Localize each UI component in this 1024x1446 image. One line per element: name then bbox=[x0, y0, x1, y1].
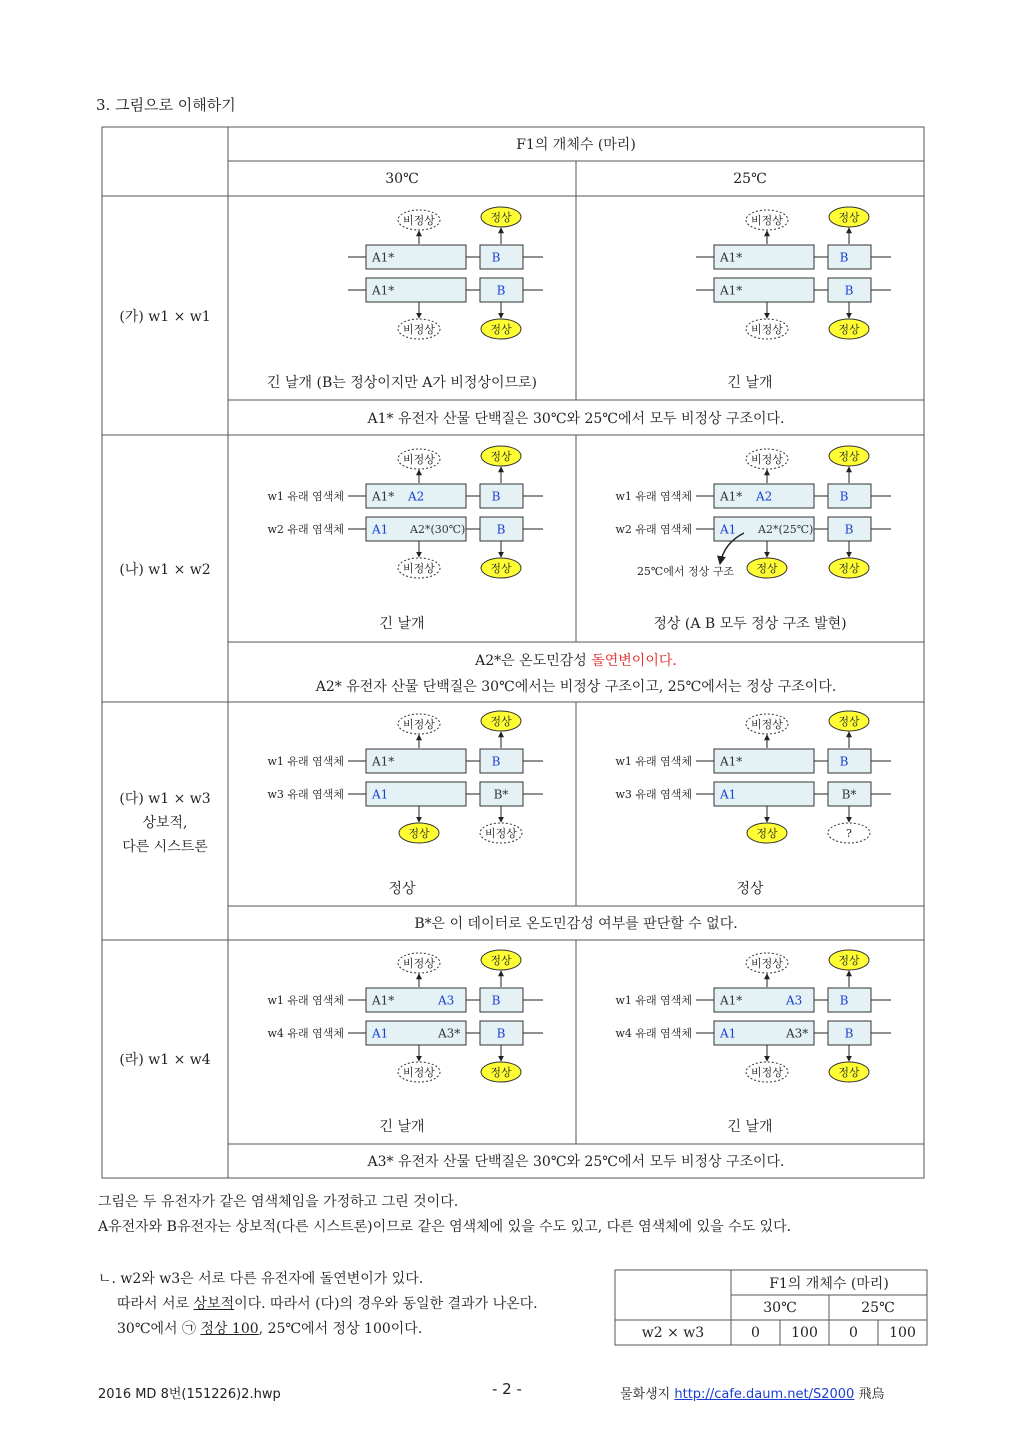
section-title: 3. 그림으로 이해하기 bbox=[96, 96, 236, 114]
block-2-col-1-gene-b-bottom-oval-label: ? bbox=[846, 827, 852, 840]
block-3-col-1-gene-b-bottom-oval-label: 정상 bbox=[838, 1066, 860, 1079]
paragraph-3: ㄴ. w2와 w3은 서로 다른 유전자에 돌연변이가 있다. bbox=[98, 1271, 424, 1287]
note-na-highlight: 돌연변이이다. bbox=[591, 653, 677, 669]
footer-source bbox=[620, 1383, 884, 1402]
block-0-col-1-chrom-1-b: B bbox=[839, 250, 849, 265]
block-1-col-0-chrom-1-name: w1 유래 염색체 bbox=[267, 490, 344, 503]
block-1-col-1-chrom-2-b: B bbox=[844, 522, 854, 537]
note-na-line2: A2* 유전자 산물 단백질은 30℃에서는 비정상 구조이고, 25℃에서는 정상 구조이다. bbox=[315, 679, 837, 695]
block-2-col-0-gene-b-bottom-oval-label: 비정상 bbox=[485, 827, 517, 840]
block-0-col-1-gene-b-bottom-oval-label: 정상 bbox=[838, 323, 860, 336]
block-1-col-1-gene-b-bottom-oval-label: 정상 bbox=[838, 562, 860, 575]
result-ga-25: 긴 날개 bbox=[727, 375, 773, 391]
p4-text-c: 이다. 따라서 (다)의 경우와 동일한 결과가 나온다. bbox=[234, 1296, 538, 1312]
block-2-col-1-gene-a-top-oval-label: 비정상 bbox=[751, 718, 783, 731]
block-3-col-0-chrom-1-b: B bbox=[491, 993, 501, 1008]
block-3-col-1-chrom-2-a1: A1 bbox=[720, 1026, 737, 1041]
block-3-col-0-gene-a-top-oval-label: 비정상 bbox=[403, 957, 435, 970]
result-ra-25: 긴 날개 bbox=[727, 1119, 773, 1135]
block-1-col-1-chrom-1-a2: A2 bbox=[756, 489, 773, 504]
footer-url-link[interactable]: http://cafe.daum.net/S2000 bbox=[674, 1387, 855, 1402]
small-table-cell: 0 bbox=[849, 1324, 858, 1341]
small-table-col-30: 30℃ bbox=[763, 1299, 797, 1316]
block-3-col-0-chrom-2-name: w4 유래 염색체 bbox=[267, 1027, 344, 1040]
block-1-col-0-chrom-1-a1s: A1* bbox=[372, 489, 395, 504]
row-label-da-line1: (다) w1 × w3 bbox=[119, 791, 211, 807]
block-0-col-1-gene-a-top-oval-label: 비정상 bbox=[751, 214, 783, 227]
block-1-col-1-gene-a-bottom-oval-label: 정상 bbox=[756, 562, 778, 575]
block-2-col-0-chrom-2-b: B* bbox=[493, 787, 509, 802]
block-3-col-1-chrom-1-b: B bbox=[839, 993, 849, 1008]
note-na-text: A2*은 온도민감성 bbox=[475, 653, 592, 669]
block-0-col-0-gene-a-top-oval-label: 비정상 bbox=[403, 214, 435, 227]
block-1-col-1-gene-b-top-oval-label: 정상 bbox=[838, 450, 860, 463]
p5-underlined: 정상 100 bbox=[200, 1321, 259, 1337]
footer-page-number: - 2 - bbox=[492, 1380, 522, 1398]
block-0-col-0-chrom-1-b: B bbox=[491, 250, 501, 265]
block-3-col-1-gene-a-bottom-oval-label: 비정상 bbox=[751, 1066, 783, 1079]
result-da-25: 정상 bbox=[736, 881, 764, 897]
block-0-col-0-chrom-2-a1s: A1* bbox=[372, 283, 395, 298]
block-3-col-1-chrom-1-a1s: A1* bbox=[720, 993, 743, 1008]
block-3-col-0-chrom-1-a1s: A1* bbox=[372, 993, 395, 1008]
block-3-col-0-chrom-2-b: B bbox=[496, 1026, 506, 1041]
block-0-col-1-gene-a-bottom-oval-label: 비정상 bbox=[751, 323, 783, 336]
block-2-col-0-gene-a-top-oval-label: 비정상 bbox=[403, 718, 435, 731]
block-2-col-0-chrom-2-name: w3 유래 염색체 bbox=[267, 788, 344, 801]
block-3-col-1-chrom-2-a3s: A3* bbox=[786, 1026, 809, 1041]
block-2-col-1-chrom-1-name: w1 유래 염색체 bbox=[615, 755, 692, 768]
block-0-col-1-chrom-1-a1s: A1* bbox=[720, 250, 743, 265]
block-1-col-0-gene-b-bottom-oval-label: 정상 bbox=[490, 562, 512, 575]
small-table-cell: 100 bbox=[889, 1324, 916, 1341]
block-2-col-1-chrom-2-b: B* bbox=[841, 787, 857, 802]
block-1-col-1-chrom-1-b: B bbox=[839, 489, 849, 504]
result-ga-30: 긴 날개 (B는 정상이지만 A가 비정상이므로) bbox=[267, 375, 537, 391]
block-1-col-1-chrom-2-a1: A1 bbox=[720, 522, 737, 537]
block-1-col-0-chrom-2-a1: A1 bbox=[372, 522, 389, 537]
small-table-row-label: w2 × w3 bbox=[641, 1324, 705, 1341]
block-0-col-0-gene-b-bottom-oval-label: 정상 bbox=[490, 323, 512, 336]
p4-underlined: 상보적 bbox=[193, 1296, 235, 1312]
block-3-col-1-chrom-1-a3: A3 bbox=[786, 993, 803, 1008]
block-2-col-1-gene-a-bottom-oval-label: 정상 bbox=[756, 827, 778, 840]
row-label-da-line2: 상보적, bbox=[142, 815, 188, 831]
block-0-col-1-gene-b-top-oval-label: 정상 bbox=[838, 211, 860, 224]
block-1-col-1-normal-at-25-label: 25℃에서 정상 구조 bbox=[636, 565, 734, 578]
block-0-col-0-chrom-1-a1s: A1* bbox=[372, 250, 395, 265]
row-label-da-line3: 다른 시스트론 bbox=[122, 839, 208, 855]
result-ra-30: 긴 날개 bbox=[379, 1119, 425, 1135]
block-3-col-0-gene-b-top-oval-label: 정상 bbox=[490, 954, 512, 967]
block-1-col-0-chrom-2-name: w2 유래 염색체 bbox=[267, 523, 344, 536]
block-1-col-0-gene-a-top-oval-label: 비정상 bbox=[403, 453, 435, 466]
note-ga: A1* 유전자 산물 단백질은 30℃와 25℃에서 모두 비정상 구조이다. bbox=[367, 410, 785, 427]
block-2-col-1-chrom-2-a1: A1 bbox=[720, 787, 737, 802]
block-1-col-1-chrom-1-a1s: A1* bbox=[720, 489, 743, 504]
block-1-col-0-chrom-1-a2: A2 bbox=[408, 489, 425, 504]
block-3-col-0-chrom-1-a3: A3 bbox=[438, 993, 455, 1008]
block-0-col-1-chrom-2-a1s: A1* bbox=[720, 283, 743, 298]
block-3-col-1-chrom-2-b: B bbox=[844, 1026, 854, 1041]
block-2-col-1-gene-b-top-oval-label: 정상 bbox=[838, 715, 860, 728]
f1-count-header: F1의 개체수 (마리) bbox=[516, 137, 636, 153]
note-ra: A3* 유전자 산물 단백질은 30℃와 25℃에서 모두 비정상 구조이다. bbox=[367, 1154, 785, 1170]
row-label-ra: (라) w1 × w4 bbox=[119, 1052, 211, 1068]
result-na-30: 긴 날개 bbox=[379, 616, 425, 632]
p5-text-a: 30℃에서 ㉠ bbox=[117, 1321, 201, 1337]
block-0-col-0-gene-b-top-oval-label: 정상 bbox=[490, 211, 512, 224]
block-2-col-1-chrom-1-a1s: A1* bbox=[720, 754, 743, 769]
block-2-col-0-gene-b-top-oval-label: 정상 bbox=[490, 715, 512, 728]
block-0-col-0-gene-a-bottom-oval-label: 비정상 bbox=[403, 323, 435, 336]
small-table-cell: 0 bbox=[751, 1324, 760, 1341]
p4-text-a: 따라서 서로 bbox=[117, 1296, 194, 1312]
p5-text-c: , 25℃에서 정상 100이다. bbox=[258, 1321, 423, 1337]
block-3-col-0-chrom-2-a1: A1 bbox=[372, 1026, 389, 1041]
row-label-na: (나) w1 × w2 bbox=[119, 561, 211, 578]
block-0-col-1-chrom-2-b: B bbox=[844, 283, 854, 298]
footer-source-label: 물화생지 bbox=[620, 1387, 671, 1402]
block-3-col-0-gene-a-bottom-oval-label: 비정상 bbox=[403, 1066, 435, 1079]
col-25c-header: 25℃ bbox=[733, 170, 767, 187]
small-table-cell: 100 bbox=[791, 1324, 818, 1341]
block-1-col-1-chrom-2-name: w2 유래 염색체 bbox=[615, 523, 692, 536]
paragraph-2: A유전자와 B유전자는 상보적(다른 시스트론)이므로 같은 염색체에 있을 수도 있고, 다른 염색체에 있을 수도 있다. bbox=[98, 1219, 792, 1235]
block-1-col-0-chrom-2-b: B bbox=[496, 522, 506, 537]
row-label-ga: (가) w1 × w1 bbox=[119, 308, 211, 325]
footer-filename: 2016 MD 8번(151226)2.hwp bbox=[98, 1387, 281, 1402]
block-2-col-0-chrom-1-a1s: A1* bbox=[372, 754, 395, 769]
block-0-col-0-chrom-2-b: B bbox=[496, 283, 506, 298]
block-1-col-0-gene-b-top-oval-label: 정상 bbox=[490, 450, 512, 463]
block-3-col-0-chrom-1-name: w1 유래 염색체 bbox=[267, 994, 344, 1007]
block-1-col-0-gene-a-bottom-oval-label: 비정상 bbox=[403, 562, 435, 575]
col-30c-header: 30℃ bbox=[385, 170, 419, 187]
block-3-col-0-chrom-2-a3s: A3* bbox=[438, 1026, 461, 1041]
note-da: B*은 이 데이터로 온도민감성 여부를 판단할 수 없다. bbox=[414, 916, 738, 932]
block-3-col-1-gene-a-top-oval-label: 비정상 bbox=[751, 957, 783, 970]
block-2-col-0-chrom-1-name: w1 유래 염색체 bbox=[267, 755, 344, 768]
block-1-col-1-chrom-1-name: w1 유래 염색체 bbox=[615, 490, 692, 503]
block-3-col-1-gene-b-top-oval-label: 정상 bbox=[838, 954, 860, 967]
result-da-30: 정상 bbox=[388, 881, 416, 897]
block-1-col-0-chrom-2-a2s: A2*(30℃) bbox=[410, 523, 466, 536]
paragraph-1: 그림은 두 유전자가 같은 염색체임을 가정하고 그린 것이다. bbox=[98, 1194, 459, 1210]
block-1-col-1-chrom-2-a2s: A2*(25℃) bbox=[758, 523, 814, 536]
block-1-col-1-gene-a-top-oval-label: 비정상 bbox=[751, 453, 783, 466]
block-3-col-1-chrom-1-name: w1 유래 염색체 bbox=[615, 994, 692, 1007]
block-2-col-0-chrom-2-a1: A1 bbox=[372, 787, 389, 802]
block-2-col-1-chrom-2-name: w3 유래 염색체 bbox=[615, 788, 692, 801]
block-2-col-1-chrom-1-b: B bbox=[839, 754, 849, 769]
footer-signature: 飛烏 bbox=[858, 1387, 885, 1402]
block-3-col-0-gene-b-bottom-oval-label: 정상 bbox=[490, 1066, 512, 1079]
result-na-25: 정상 (A B 모두 정상 구조 발현) bbox=[653, 616, 847, 632]
small-table-col-25: 25℃ bbox=[861, 1299, 895, 1316]
block-2-col-0-gene-a-bottom-oval-label: 정상 bbox=[408, 827, 430, 840]
block-1-col-0-chrom-1-b: B bbox=[491, 489, 501, 504]
block-2-col-0-chrom-1-b: B bbox=[491, 754, 501, 769]
block-3-col-1-chrom-2-name: w4 유래 염색체 bbox=[615, 1027, 692, 1040]
small-table-header: F1의 개체수 (마리) bbox=[769, 1275, 889, 1292]
